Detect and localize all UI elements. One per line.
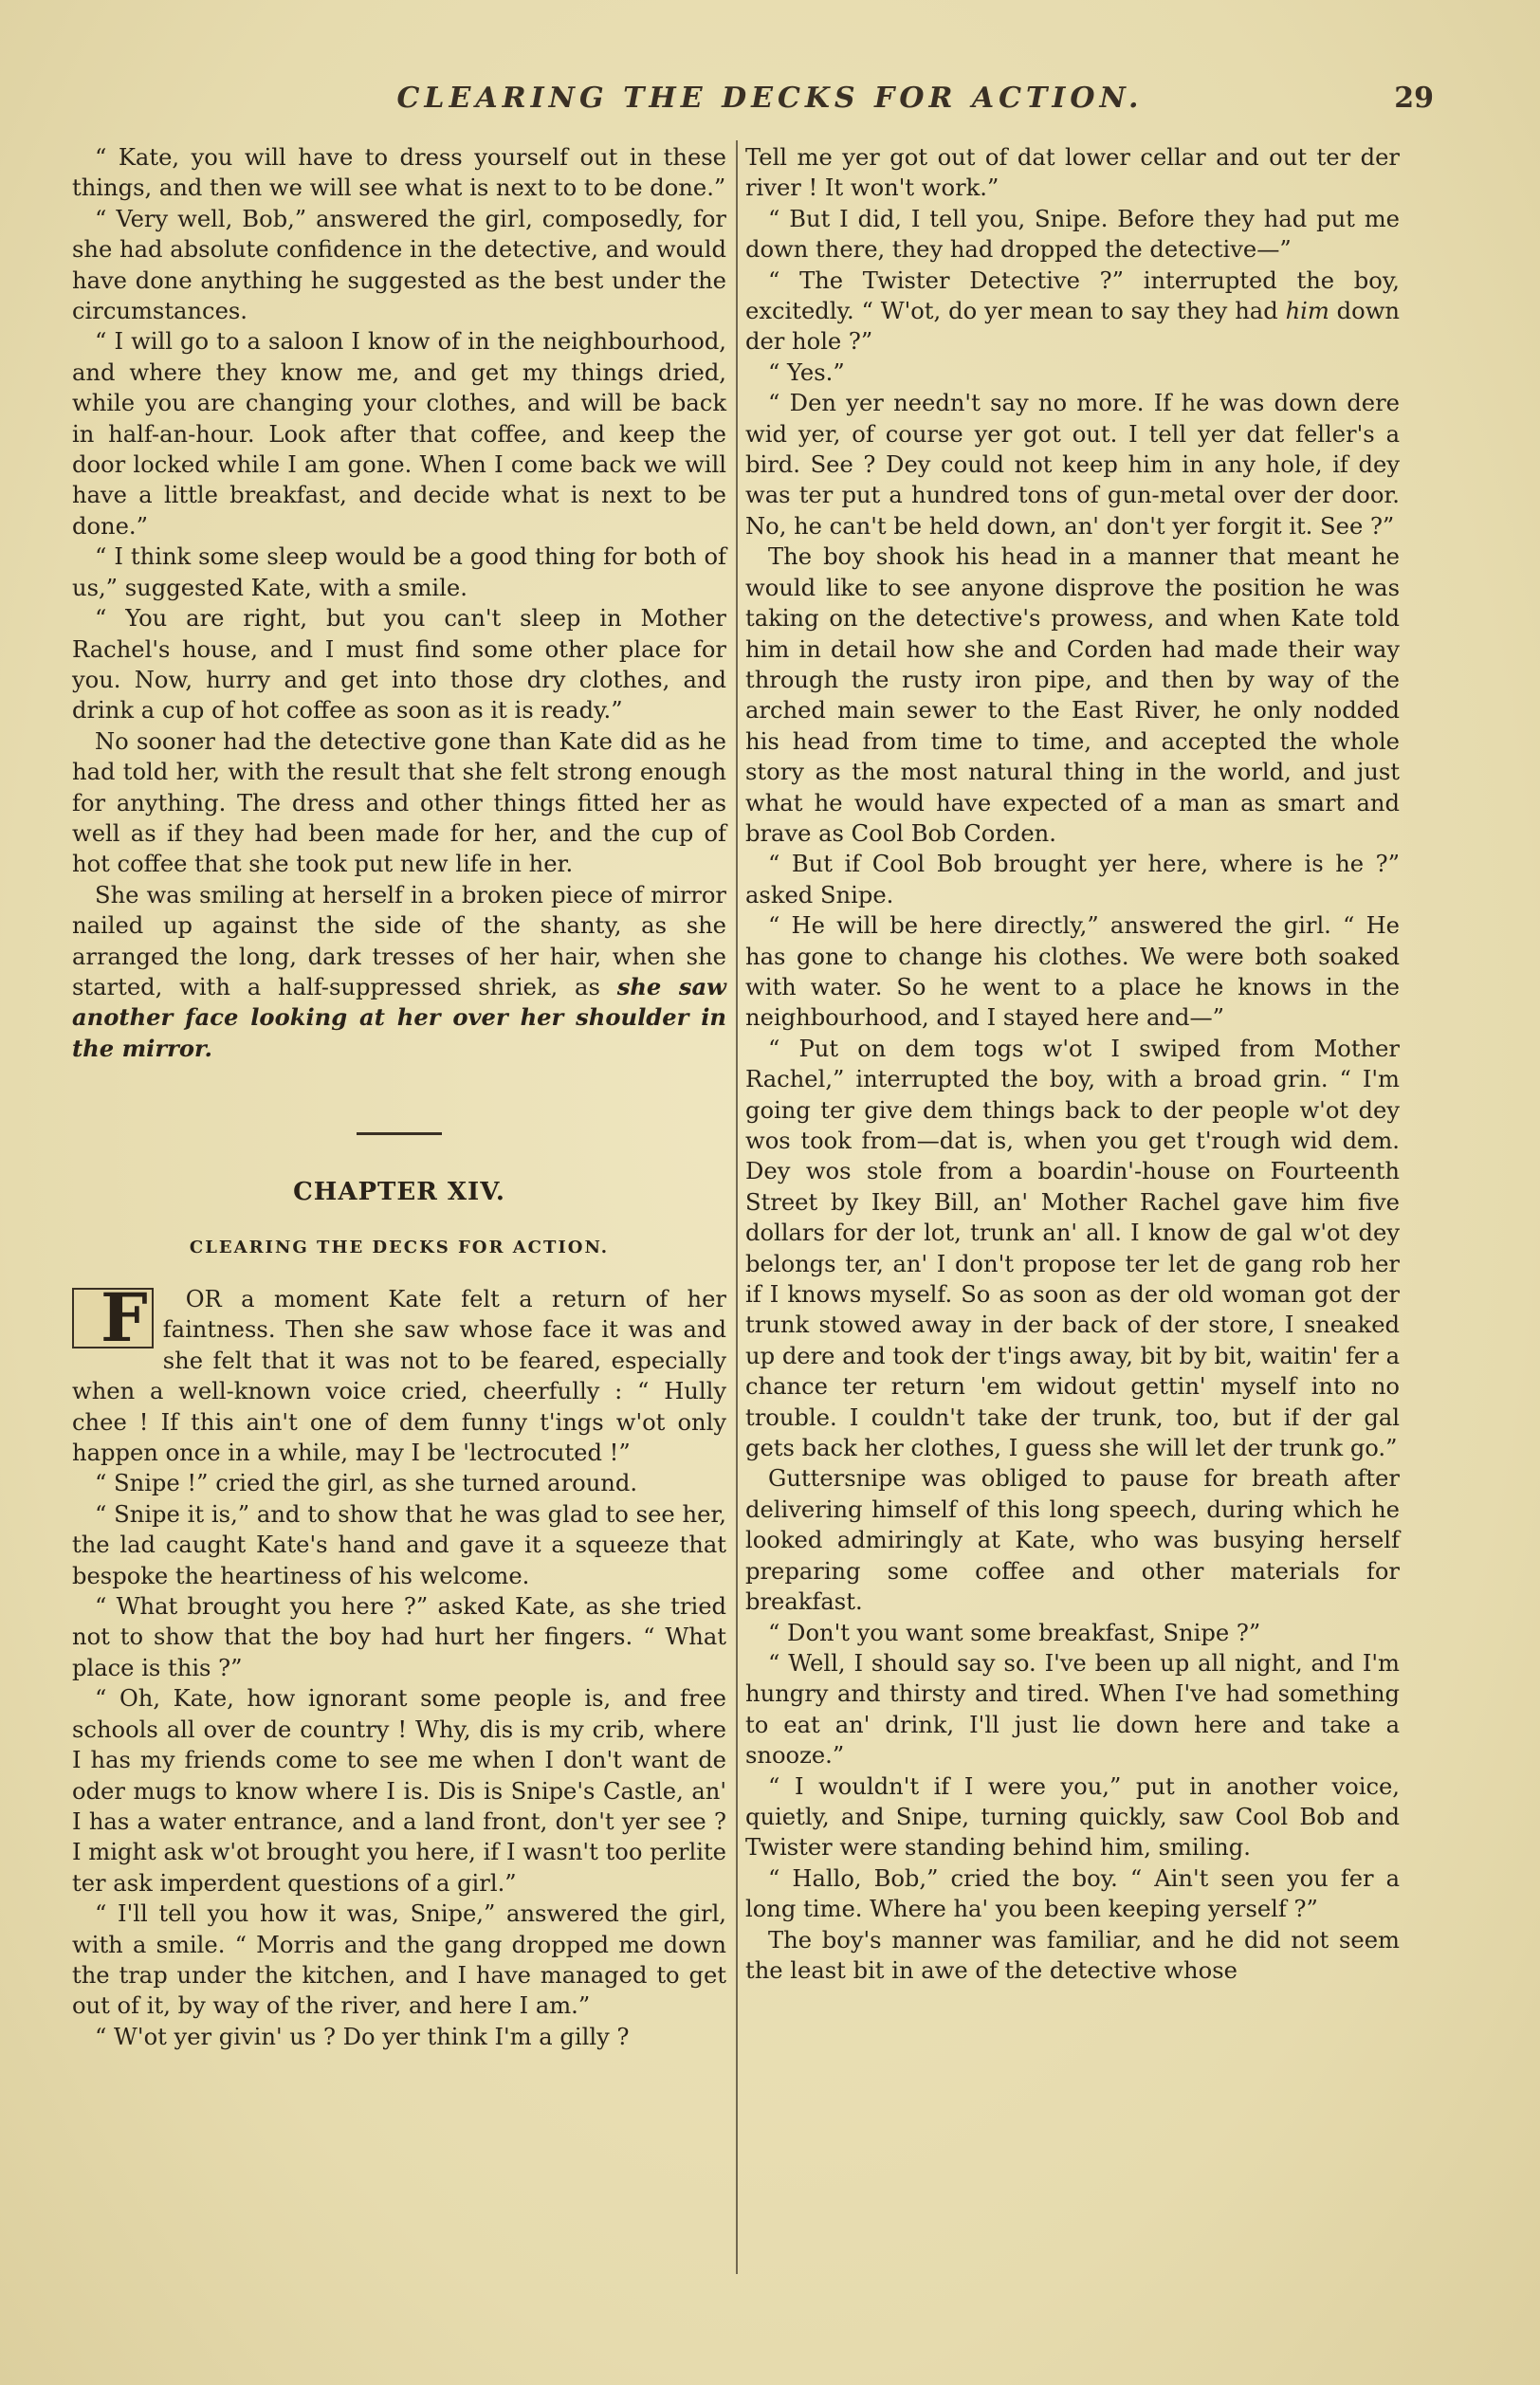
paragraph: “ Yes.” <box>768 358 845 386</box>
page-number: 29 <box>1394 82 1434 115</box>
paragraph: “ Put on dem togs w'ot I swiped from Mother Rachel,” interrupted the boy, with a broad grin. “ I'm going ter give dem things back to der people w'ot dey wos took from—dat is, when you get t'rough wid dem. Dey wos stole from a boardin'-house on Fourteenth Street by Ikey Bill, an' Mother Rachel gave him five dollars for der lot, trunk an' all. I know de gal w'ot dey belongs ter, an' I don't propose ter let de gang rob her if I knows myself. So as soon as der old woman got der trunk stowed away in der back of der store, I sneaked up dere and took der t'ings away, bit by bit, waitin' fer a chance ter return 'em widout gettin' myself into no trouble. I couldn't take der trunk, too, but if der gal gets back her clothes, I guess she will let der trunk go.” <box>745 1035 1400 1462</box>
paragraph: “ He will be here directly,” answered the girl. “ He has gone to change his clothes. We were both soaked with water. So he went to a place he knows in the neighbourhood, and I stayed here and—” <box>745 912 1400 1032</box>
section-rule <box>357 1132 442 1135</box>
left-column <box>72 142 726 2052</box>
paragraph: “ What brought you here ?” asked Kate, as she tried not to show that the boy had hurt her fingers. “ What place is this ?” <box>72 1593 726 1681</box>
paragraph: “ I'll tell you how it was, Snipe,” answered the girl, with a smile. “ Morris and the gang dropped me down the trap under the kitchen, and I have managed to get out of it, by way of the river, and here I am.” <box>72 1900 726 2020</box>
paragraph: “ I wouldn't if I were you,” put in another voice, quietly, and Snipe, turning quickly, saw Cool Bob and Twister were standing behind him, smiling. <box>745 1772 1400 1862</box>
column-divider <box>736 140 738 2274</box>
running-header-title: CLEARING THE DECKS FOR ACTION. <box>396 82 1144 115</box>
paragraph: “ But I did, I tell you, Snipe. Before they had put me down there, they had dropped the detective—” <box>745 205 1400 264</box>
paragraph: “ You are right, but you can't sleep in Mother Rachel's house, and I must find some other place for you. Now, hurry and get into those dry clothes, and drink a cup of hot coffee as soon as it is ready.” <box>72 605 726 725</box>
paragraph: Guttersnipe was obliged to pause for breath after delivering himself of this long speech, during which he looked admiringly at Kate, who was busying herself preparing some coffee and other materials for breakfast. <box>745 1465 1400 1616</box>
paragraph-continuation: Tell me yer got out of dat lower cellar and out ter der river ! It won't work.” <box>745 144 1400 202</box>
paragraph: “ I think some sleep would be a good thing for both of us,” suggested Kate, with a smile. <box>72 543 726 601</box>
paragraph-text: OR a moment Kate felt a return of her faintness. Then she saw whose face it was and she felt that it was not to be feared, especially when a well-known voice cried, cheerfully : “ Hully chee ! If this ain't one of dem funny t'ings w'ot only happen once in a while, may I be 'lectrocuted !” <box>72 1286 726 1467</box>
opening-paragraph <box>72 1278 726 1468</box>
paragraph: “ Snipe it is,” and to show that he was glad to see her, the lad caught Kate's hand and gave it a squeeze that bespoke the heartiness of his welcome. <box>72 1500 726 1589</box>
emphasized-text: him <box>1285 298 1329 325</box>
paragraph: “ Well, I should say so. I've been up all night, and I'm hungry and thirsty and tired. When I've had something to eat an' drink, I'll just lie down here and take a snooze.” <box>745 1649 1400 1770</box>
emphasized-text: she saw another face looking at her over her shoulder in the mirror. <box>72 972 727 1062</box>
paragraph: “ Kate, you will have to dress yourself out in these things, and then we will see what is next to to be done.” <box>72 144 726 202</box>
paragraph: “ Very well, Bob,” answered the girl, composedly, for she had absolute confidence in the detective, and would have done anything he suggested as the best under the circumstances. <box>72 205 726 325</box>
drop-cap: F <box>72 1288 154 1348</box>
paragraph: “ Den yer needn't say no more. If he was down dere wid yer, of course yer got out. I tell yer dat feller's a bird. See ? Dey could not keep him in any hole, if dey was ter put a hundred tons of gun-metal over der door. No, he can't be held down, an' don't yer forgit it. See ?” <box>745 390 1400 540</box>
paragraph: No sooner had the detective gone than Kate did as he had told her, with the result that she felt strong enough for anything. The dress and other things fitted her as well as if they had been made for her, and the cup of hot coffee that she took put new life in her. <box>72 727 726 878</box>
paragraph: “ I will go to a saloon I know of in the neighbourhood, and where they know me, and get my things dried, while you are changing your clothes, and will be back in half-an-hour. Look after that coffee, and keep the door locked while I am gone. When I come back we will have a little breakfast, and decide what is next to be done.” <box>72 328 726 540</box>
paragraph: The boy shook his head in a manner that meant he would like to see anyone disprove the position he was taking on the detective's prowess, and when Kate told him in detail how she and Corden had made their way through the rusty iron pipe, and then by way of the arched main sewer to the East River, he only nodded his head from time to time, and accepted the whole story as the most natural thing in the world, and just what he would have expected of a man as smart and brave as Cool Bob Corden. <box>745 543 1400 847</box>
paragraph: “ Don't you want some breakfast, Snipe ?” <box>768 1619 1261 1646</box>
paragraph-twister <box>745 266 1400 358</box>
paragraph: “ But if Cool Bob brought yer here, where is he ?” asked Snipe. <box>745 851 1400 908</box>
paragraph-mirror <box>72 880 726 1064</box>
paragraph-text: “ The Twister Detective ?” interrupted the boy, excitedly. “ W'ot, do yer mean to say they had <box>745 266 1400 325</box>
chapter-subtitle: CLEARING THE DECKS FOR ACTION. <box>189 1237 610 1257</box>
paragraph-text: She was smiling at herself in a broken piece of mirror nailed up against the side of the shanty, as she arranged the long, dark tresses of her hair, when she started, with a half-suppressed shriek, as <box>72 881 726 1000</box>
chapter-heading: CHAPTER XIV. <box>293 1178 505 1207</box>
paragraph: “ Snipe !” cried the girl, as she turned around. <box>95 1470 638 1497</box>
right-column <box>745 142 1400 1986</box>
paragraph: The boy's manner was familiar, and he did not seem the least bit in awe of the detective whose <box>745 1926 1400 1984</box>
paragraph: “ Hallo, Bob,” cried the boy. “ Ain't seen you fer a long time. Where ha' you been keeping yerself ?” <box>745 1864 1400 1923</box>
paragraph-text: down der hole ?” <box>745 298 1401 356</box>
paragraph: “ W'ot yer givin' us ? Do yer think I'm a gilly ? <box>95 2023 630 2050</box>
paragraph: “ Oh, Kate, how ignorant some people is, and free schools all over de country ! Why, dis is my crib, where I has my friends come to see me when I don't want de oder mugs to know where I is. Dis is Snipe's Castle, an' I has a water entrance, and a land front, don't yer see ? I might ask w'ot brought you here, if I wasn't too perlite ter ask imperdent questions of a girl.” <box>72 1685 726 1897</box>
